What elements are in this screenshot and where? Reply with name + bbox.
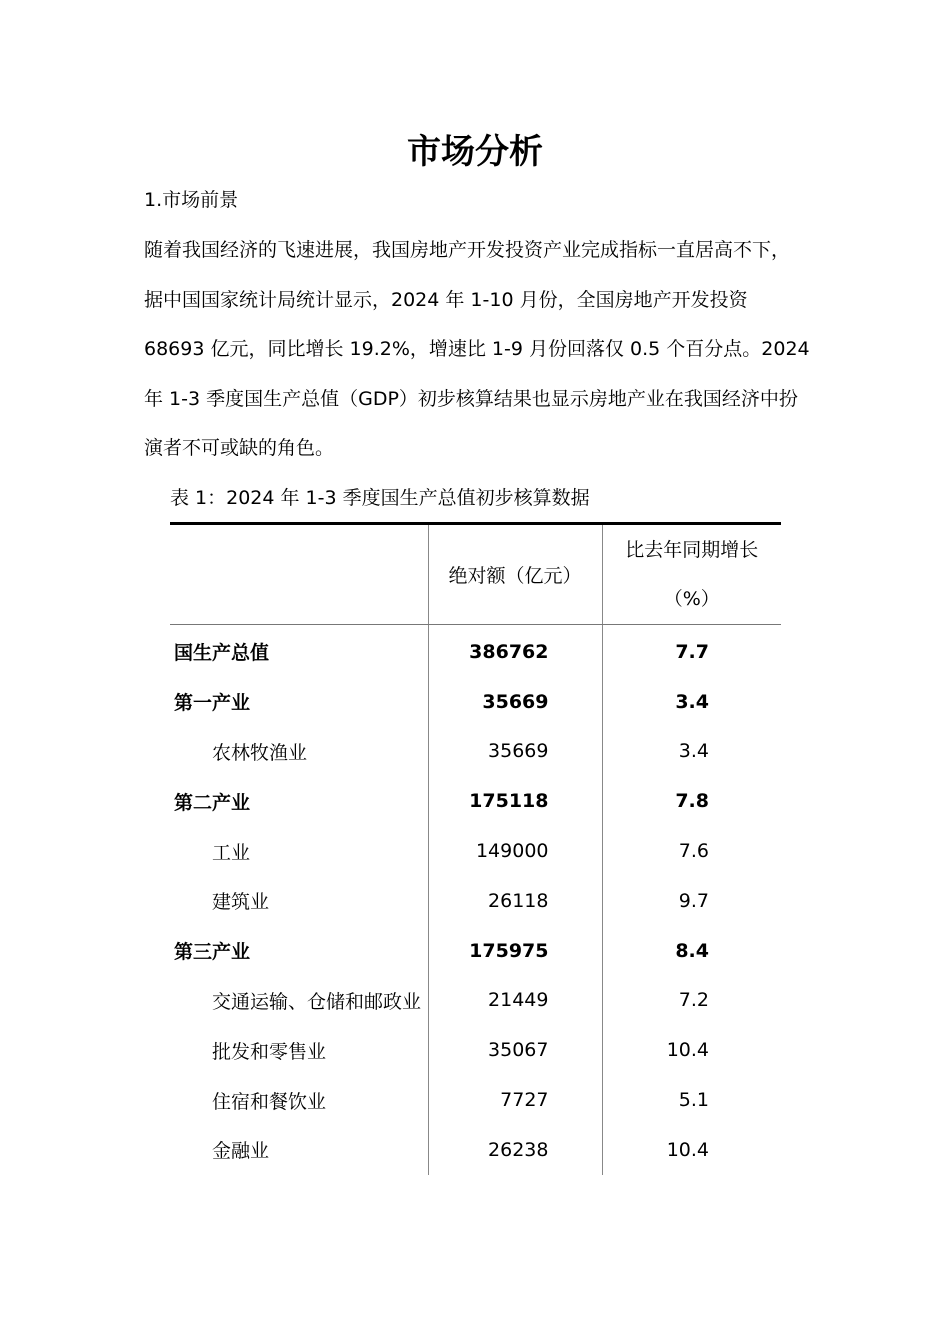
table-row	[170, 876, 781, 926]
table-row	[170, 1075, 781, 1125]
paragraph-line: 年 1-3 季度国生产总值（GDP）初步核算结果也显示房地产业在我国经济中扮	[144, 387, 798, 410]
row-amount: 175975	[428, 926, 602, 976]
row-growth: 7.8	[675, 790, 709, 813]
table-row	[170, 1025, 781, 1075]
table-header-row	[170, 524, 781, 625]
header-growth-line2: （%）	[663, 587, 720, 610]
row-name: 第一产业	[174, 692, 251, 715]
row-name: 第二产业	[174, 791, 251, 814]
row-growth: 10.4	[666, 1138, 709, 1161]
row-amount: 26238	[428, 1125, 602, 1175]
row-name: 建筑业	[212, 891, 270, 914]
row-name: 住宿和餐饮业	[212, 1090, 327, 1113]
paragraph-line: 68693 亿元，同比增长 19.2%，增速比 1-9 月份回落仅 0.5 个百分点。2024	[144, 338, 810, 361]
table-row	[170, 625, 781, 677]
row-amount: 26118	[428, 876, 602, 926]
row-growth: 7.7	[675, 640, 709, 663]
paragraph-line: 随着我国经济的飞速进展，我国房地产开发投资产业完成指标一直居高不下，	[144, 239, 791, 261]
row-growth: 5.1	[678, 1089, 709, 1112]
gdp-table	[170, 522, 781, 1175]
row-amount: 386762	[428, 625, 602, 677]
row-growth: 3.4	[678, 740, 709, 763]
page-title: 市场分析	[407, 132, 543, 172]
row-amount: 175118	[428, 776, 602, 826]
row-growth: 3.4	[675, 690, 709, 713]
row-growth: 7.6	[678, 840, 709, 863]
row-growth: 8.4	[675, 939, 709, 962]
table-row	[170, 826, 781, 876]
row-amount: 149000	[428, 826, 602, 876]
row-name: 交通运输、仓储和邮政业	[212, 990, 422, 1013]
table-body	[170, 625, 781, 1175]
header-amount: 绝对额（亿元）	[428, 524, 602, 625]
table-row	[170, 976, 781, 1026]
row-amount: 21449	[428, 976, 602, 1026]
row-name: 金融业	[212, 1140, 270, 1163]
header-growth-line1: 比去年同期增长	[625, 538, 759, 561]
row-growth: 7.2	[678, 989, 709, 1012]
section-heading: 1.市场前景	[144, 189, 239, 211]
row-name: 工业	[212, 841, 251, 864]
row-growth: 9.7	[678, 889, 709, 912]
row-amount: 35669	[428, 677, 602, 727]
header-name	[170, 524, 428, 625]
row-growth: 10.4	[666, 1039, 709, 1062]
paragraph-line: 演者不可或缺的角色。	[144, 437, 335, 460]
table-row	[170, 776, 781, 826]
row-amount: 35669	[428, 727, 602, 777]
row-name: 农林牧渔业	[212, 741, 308, 764]
table-row	[170, 1125, 781, 1175]
header-growth	[602, 524, 781, 625]
table-row	[170, 677, 781, 727]
table-row	[170, 727, 781, 777]
table-row	[170, 926, 781, 976]
row-name: 国生产总值	[174, 642, 270, 665]
paragraph-line: 据中国国家统计局统计显示，2024 年 1-10 月份，全国房地产开发投资	[144, 288, 748, 311]
table-caption: 表 1：2024 年 1-3 季度国生产总值初步核算数据	[170, 487, 590, 509]
row-name: 批发和零售业	[212, 1040, 327, 1063]
body-paragraph	[144, 226, 808, 474]
row-name: 第三产业	[174, 941, 251, 964]
row-amount: 35067	[428, 1025, 602, 1075]
row-amount: 7727	[428, 1075, 602, 1125]
